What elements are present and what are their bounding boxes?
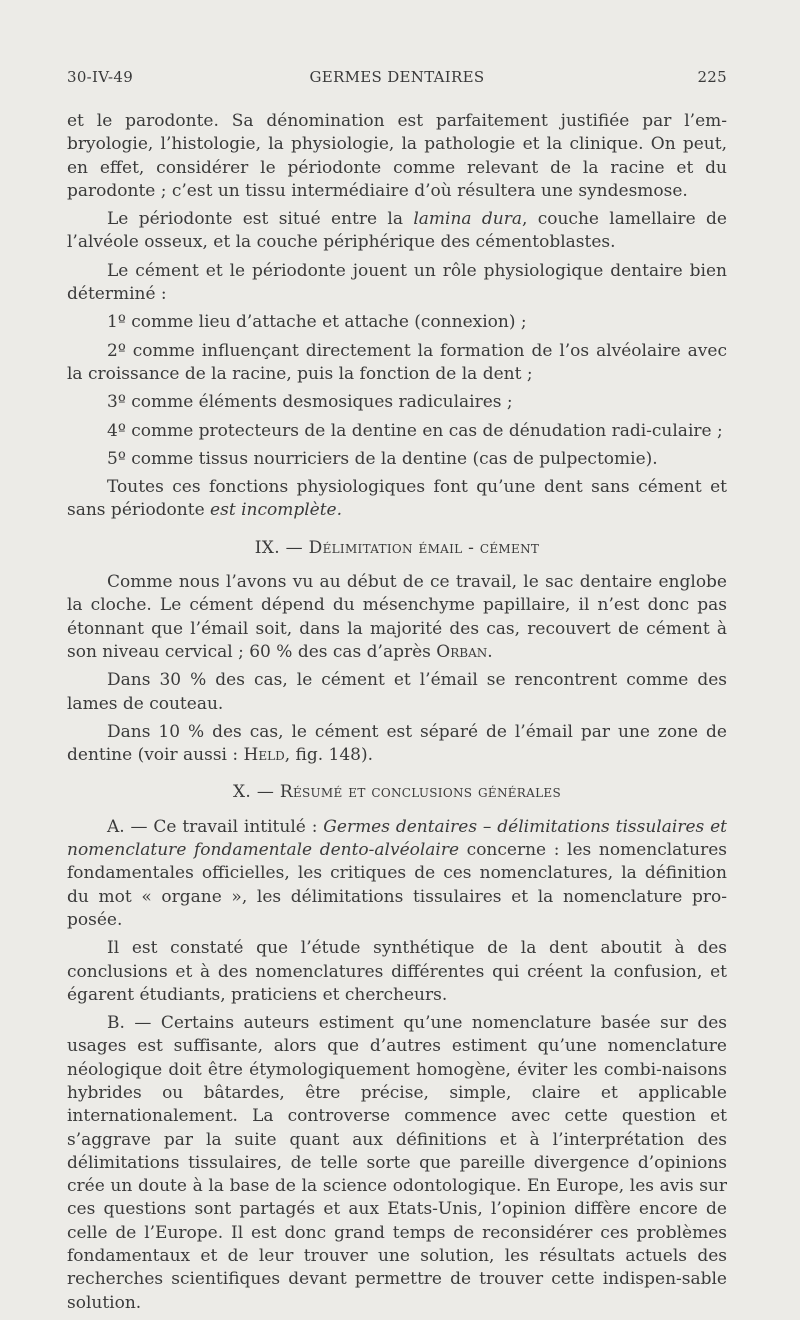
italic-title: Germes dentaires – délimitations tissulaires et nomenclature fondamentale dento-alvéolaire bbox=[67, 816, 727, 861]
list-item-2: 2º comme influençant directement la formation de l’os alvéolaire avec la croissance de la racine, puis la fonction de la dent ; bbox=[67, 340, 727, 384]
italic-term: lamina dura bbox=[413, 209, 522, 230]
text-run: Dans 10 % des cas, le cément est séparé de l’émail par une zone de dentine (voir aussi : bbox=[67, 721, 727, 766]
section-heading-x bbox=[67, 781, 727, 804]
list-item-3: 3º comme éléments desmosiques radiculaires ; bbox=[107, 392, 513, 413]
section-title: Résumé et conclusions générales bbox=[279, 782, 561, 803]
text-run: , couche lamellaire de l’alvéole osseux, et la couche périphérique des cémentoblastes. bbox=[67, 209, 727, 253]
running-header bbox=[67, 68, 727, 92]
text-run: concerne : les nomenclatures fondamentales officielles, les critiques de ces nomenclatures, la définition du mot « organe », les délimitations tissulaires et la nomenclature pro-posée. bbox=[67, 840, 727, 930]
paragraph-sac-dentaire bbox=[67, 571, 727, 664]
text-run: A. — Ce travail intitulé : bbox=[107, 816, 324, 837]
text-run: Toutes ces fonctions physiologiques font qu’une dent sans cément et sans périodonte bbox=[67, 477, 727, 521]
paragraph-role: Le cément et le périodonte jouent un rôle physiologique dentaire bien déterminé : bbox=[67, 260, 727, 305]
paragraph-30-percent: Dans 30 % des cas, le cément et l’émail se rencontrent comme des lames de couteau. bbox=[67, 670, 727, 714]
text-run: Comme nous l’avons vu au début de ce travail, le sac dentaire englobe la cloche. Le cément dépend du mésenchyme papillaire, il n’est donc pas étonnant que l’émail soit, dans la majorité des cas, recouvert de cément à son niveau cervical ; 60 % des cas d’après bbox=[67, 572, 727, 662]
section-title: Délimitation émail - cément bbox=[308, 537, 540, 558]
paragraph-periodonte-location bbox=[67, 208, 727, 255]
header-title: GERMES DENTAIRES bbox=[309, 68, 485, 86]
text-run: Le périodonte est situé entre la bbox=[107, 209, 414, 230]
paragraph-continuation: et le parodonte. Sa dénomination est parfaitement justifiée par l’em-bryologie, l’histologie, la physiologie, la pathologie et la clinique. On peut, en effet, considérer le périodonte comme relevant de la racine et du parodonte ; c’est un tissu intermédiaire d’où résultera une syndesmose. bbox=[67, 111, 727, 201]
text-run: , fig. 148). bbox=[284, 745, 374, 766]
page-number: 225 bbox=[697, 68, 727, 86]
paragraph-a bbox=[67, 816, 727, 932]
list-item-4: 4º comme protecteurs de la dentine en cas de dénudation radi-culaire ; bbox=[107, 420, 723, 441]
paragraph-a-conclusion: Il est constaté que l’étude synthétique de la dent aboutit à des conclusions et à des nomenclatures différentes qui créent la confusion, et égarent étudiants, praticiens et chercheurs. bbox=[67, 938, 727, 1005]
text-run: . bbox=[487, 641, 493, 662]
paragraph-b: B. — Certains auteurs estiment qu’une nomenclature basée sur des usages est suffisante, alors que d’autres estiment qu’une nomenclature néologique doit être étymologiquement homogène, éviter les combi-naisons hybrides ou bâtardes, être précise, simple, claire et applicable internationalement. La controverse commence avec cette question et s’aggrave par la suite quant aux définitions et à l’interprétation des délimitations tissulaires, de telle sorte que pareille divergence d’opinions crée un doute à la base de la science odontologique. En Europe, les avis sur ces questions sont partagés et aux Etats-Unis, l’opinion diffère encore de celle de l’Europe. Il est donc grand temps de reconsidérer ces problèmes fondamentaux et de leur trouver une solution, les résultats actuels des recherches scientifiques devant permettre de trouver cette indispen-sable solution. bbox=[67, 1013, 727, 1313]
paragraph-10-percent bbox=[67, 721, 727, 768]
section-number: X. — bbox=[233, 782, 280, 803]
header-date: 30-IV-49 bbox=[67, 68, 134, 86]
italic-term: est incomplète. bbox=[210, 500, 343, 521]
section-number: IX. — bbox=[254, 537, 309, 558]
author-name: Orban bbox=[436, 641, 488, 662]
paragraph-functions bbox=[67, 476, 727, 523]
section-heading-ix bbox=[67, 537, 727, 560]
author-name: Held bbox=[243, 745, 285, 766]
list-item-1: 1º comme lieu d’attache et attache (connexion) ; bbox=[107, 312, 527, 333]
page-body bbox=[67, 110, 727, 1320]
list-item-5: 5º comme tissus nourriciers de la dentine (cas de pulpectomie). bbox=[107, 448, 658, 469]
